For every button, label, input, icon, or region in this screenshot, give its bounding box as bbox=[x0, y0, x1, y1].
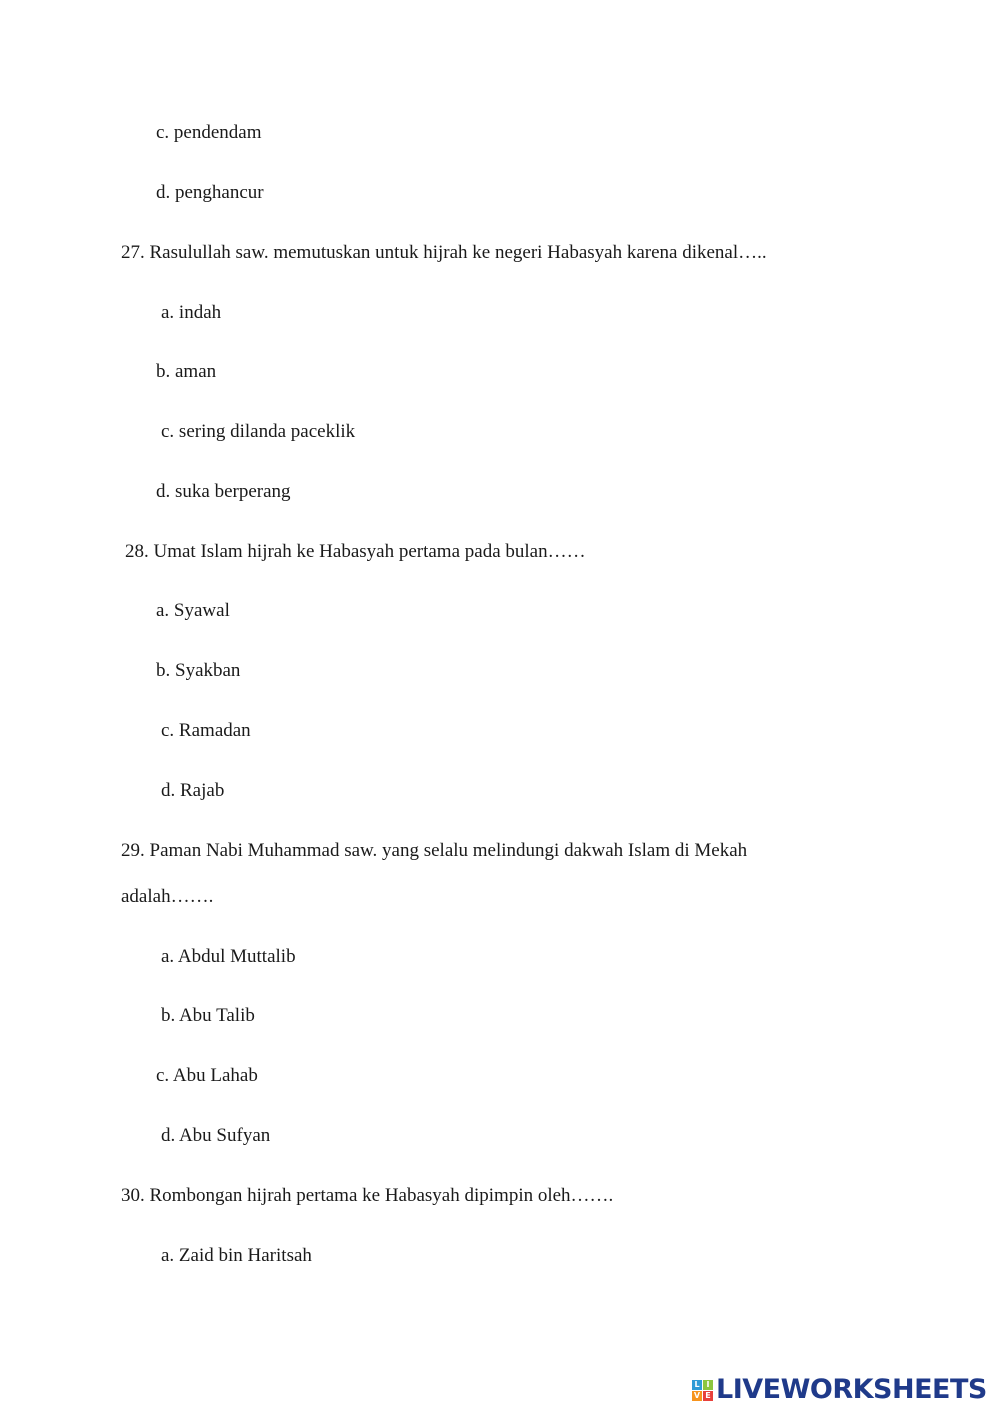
option-27c: c. sering dilanda paceklik bbox=[161, 421, 356, 442]
logo-tile-v: V bbox=[693, 1390, 701, 1400]
option-29d: d. Abu Sufyan bbox=[161, 1125, 271, 1146]
liveworksheets-logo bbox=[692, 1374, 987, 1406]
option-28a: a. Syawal bbox=[156, 600, 230, 621]
option-30a: a. Zaid bin Haritsah bbox=[161, 1245, 312, 1266]
logo-tile-i: I bbox=[703, 1380, 713, 1390]
option-26c: c. pendendam bbox=[156, 122, 262, 143]
question-29-line1: 29. Paman Nabi Muhammad saw. yang selalu melindungi dakwah Islam di Mekah bbox=[121, 840, 748, 861]
question-30: 30. Rombongan hijrah pertama ke Habasyah dipimpin oleh……. bbox=[121, 1185, 614, 1206]
option-29a: a. Abdul Muttalib bbox=[161, 946, 296, 967]
liveworksheets-logo-icon bbox=[692, 1380, 713, 1401]
question-27: 27. Rasulullah saw. memutuskan untuk hijrah ke negeri Habasyah karena dikenal….. bbox=[121, 242, 767, 263]
logo-tile-e: E bbox=[703, 1391, 713, 1401]
option-27b: b. aman bbox=[156, 361, 217, 382]
logo-tile-l: L bbox=[692, 1380, 702, 1390]
option-28c: c. Ramadan bbox=[161, 720, 251, 741]
question-29-line2: adalah……. bbox=[121, 886, 214, 907]
option-27a: a. indah bbox=[161, 302, 222, 323]
option-29c: c. Abu Lahab bbox=[156, 1065, 258, 1086]
question-28: 28. Umat Islam hijrah ke Habasyah pertama pada bulan…… bbox=[125, 541, 586, 562]
option-28b: b. Syakban bbox=[156, 660, 241, 681]
option-26d: d. penghancur bbox=[156, 182, 264, 203]
liveworksheets-logo-text: LIVEWORKSHEETS bbox=[716, 1374, 987, 1405]
option-27d: d. suka berperang bbox=[156, 481, 291, 502]
option-28d: d. Rajab bbox=[161, 780, 225, 801]
option-29b: b. Abu Talib bbox=[161, 1005, 255, 1026]
